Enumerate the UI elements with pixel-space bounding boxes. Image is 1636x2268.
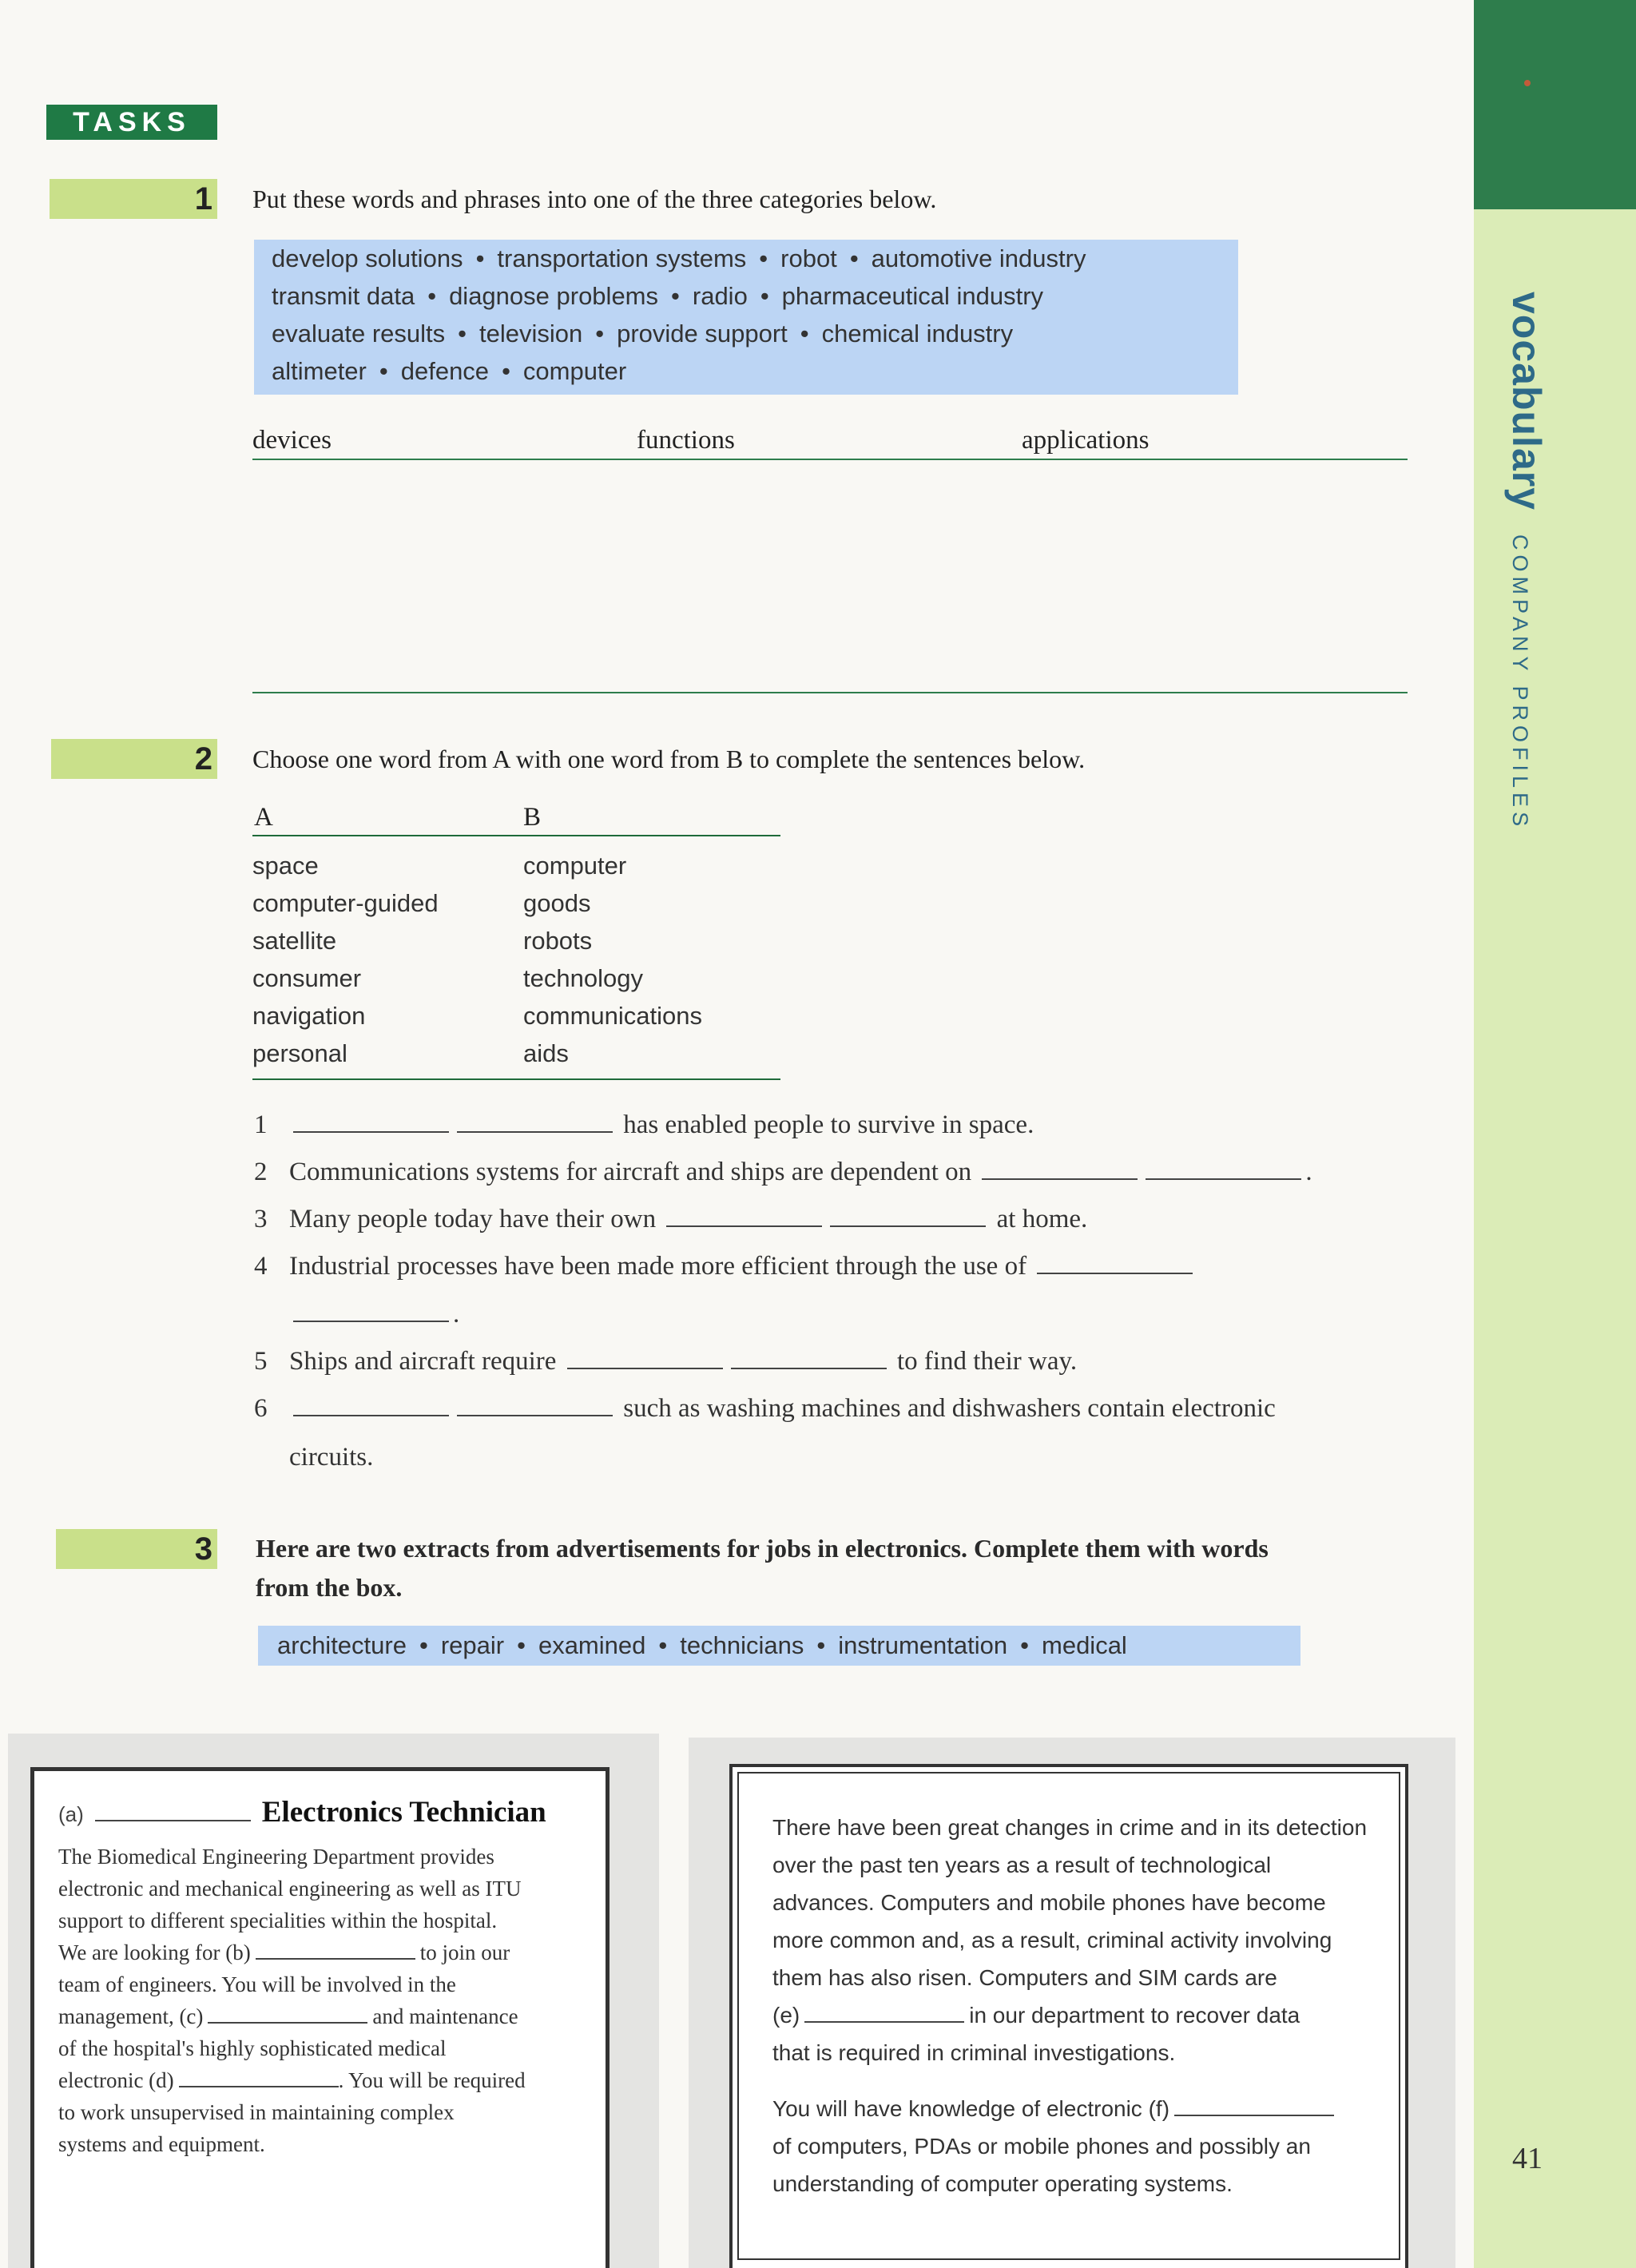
categories-top-rule — [252, 459, 1408, 460]
task-3-instruction: Here are two extracts from advertisements for jobs in electronics. Complete them with words — [256, 1534, 1269, 1563]
column-header-functions: functions — [637, 426, 735, 455]
bullet-icon: • — [849, 244, 859, 272]
section-subtitle: COMPANY PROFILES — [1508, 534, 1532, 832]
task-3-word-box — [258, 1626, 1300, 1666]
ad-line — [772, 1996, 1365, 2034]
word-item: automotive industry — [871, 244, 1086, 272]
section-title — [1503, 292, 1550, 831]
list-item: technology — [523, 964, 643, 992]
section-title-vocabulary: vocabulary — [1504, 292, 1549, 511]
bullet-icon: • — [595, 320, 605, 348]
sentence-text: at home. — [996, 1205, 1088, 1233]
sentence-6-continued — [254, 1443, 373, 1472]
sentence-number: 5 — [254, 1347, 268, 1376]
word-item: transportation systems — [497, 244, 747, 272]
list-item: personal — [252, 1039, 347, 1067]
task-3-instruction-line2: from the box. — [256, 1573, 403, 1602]
column-header-applications: applications — [1022, 426, 1150, 455]
ad-line: advances. Computers and mobile phones have become — [772, 1890, 1326, 1915]
ad-line: that is required in criminal investigations. — [772, 2040, 1176, 2065]
task-2-instruction: Choose one word from A with one word from B to complete the sentences below. — [252, 745, 1086, 773]
column-a-header: A — [254, 803, 273, 832]
answer-blank[interactable] — [1146, 1159, 1301, 1180]
answer-blank[interactable] — [179, 2070, 339, 2087]
ad-title: Electronics Technician — [261, 1796, 546, 1829]
list-item: space — [252, 852, 319, 880]
word-line — [272, 352, 1221, 390]
answer-blank[interactable] — [293, 1396, 449, 1416]
list-item: goods — [523, 889, 591, 917]
answer-blank[interactable] — [95, 1804, 251, 1821]
sentence-number: 3 — [254, 1205, 268, 1233]
bullet-icon: • — [760, 282, 769, 310]
sentence-number: 4 — [254, 1252, 268, 1281]
list-item: computer — [523, 852, 627, 880]
answer-blank[interactable] — [731, 1348, 887, 1369]
sentence-6 — [254, 1394, 1276, 1424]
ad-line: systems and equipment. — [58, 2132, 265, 2156]
ad-line: of the hospital's highly sophisticated medical — [58, 2036, 447, 2060]
bullet-icon: • — [458, 320, 467, 348]
sidebar-header-band — [1474, 0, 1636, 209]
answer-blank[interactable] — [457, 1396, 613, 1416]
ad-line: understanding of computer operating systems. — [772, 2171, 1233, 2196]
answer-blank[interactable] — [1037, 1253, 1193, 1274]
column-a-list — [252, 847, 439, 1072]
answer-blank[interactable] — [666, 1206, 822, 1227]
ad-line — [58, 1936, 582, 1968]
word-item: provide support — [617, 320, 788, 348]
sentence-number: 1 — [254, 1110, 268, 1139]
sentence-number: 6 — [254, 1394, 268, 1423]
ad-text: We are looking for (b) — [58, 1940, 251, 1964]
list-item: robots — [523, 927, 593, 955]
sentence-text: has enabled people to survive in space. — [623, 1110, 1034, 1139]
ad-text: electronic (d) — [58, 2068, 174, 2092]
table-bottom-rule — [252, 1078, 780, 1080]
bullet-icon: • — [502, 357, 510, 385]
tasks-label: TASKS — [46, 105, 217, 140]
bullet-icon: • — [800, 320, 809, 348]
ad-title-row — [58, 1795, 582, 1829]
bullet-icon: • — [759, 244, 768, 272]
answer-blank[interactable] — [293, 1301, 449, 1322]
bullet-icon: • — [475, 244, 485, 272]
ad-line — [58, 2000, 582, 2032]
sentence-5 — [254, 1347, 1077, 1376]
ad-line: There have been great changes in crime and in its detection — [772, 1815, 1368, 1840]
word-item: computer — [522, 357, 627, 385]
bullet-icon: • — [816, 1631, 826, 1659]
answer-blank[interactable] — [830, 1206, 986, 1227]
word-line — [272, 240, 1221, 277]
sentence-text: circuits. — [289, 1443, 374, 1472]
ad-text: in our department to recover data — [969, 2003, 1300, 2028]
sentence-text: to find their way. — [896, 1347, 1078, 1376]
sentence-text: Communications systems for aircraft and ships are dependent on — [289, 1158, 972, 1186]
answer-blank[interactable] — [982, 1159, 1138, 1180]
job-ad-electronics-technician — [30, 1767, 610, 2268]
bullet-icon: • — [379, 357, 388, 385]
task-1-word-box — [254, 240, 1238, 395]
task-1-number: 1 — [50, 179, 217, 219]
ad-line: support to different specialities within the hospital. — [58, 1909, 498, 1932]
bullet-icon: • — [419, 1631, 428, 1659]
ad-line: The Biomedical Engineering Department provides — [58, 1845, 494, 1869]
sentence-text: Industrial processes have been made more efficient through the use of — [289, 1252, 1027, 1281]
word-item: altimeter — [272, 357, 367, 385]
ad-text: to join our — [419, 1940, 510, 1964]
bullet-icon: • — [427, 282, 437, 310]
word-item: chemical industry — [821, 320, 1014, 348]
list-item: navigation — [252, 1002, 366, 1030]
categories-bottom-rule — [252, 692, 1408, 693]
word-item: technicians — [680, 1631, 804, 1659]
ad-body — [772, 1809, 1368, 2202]
list-item: consumer — [252, 964, 362, 992]
ad-text: management, (c) — [58, 2004, 204, 2028]
answer-blank[interactable] — [256, 1942, 415, 1960]
column-b-list — [523, 847, 702, 1072]
bullet-icon: • — [517, 1631, 526, 1659]
sentence-4 — [254, 1252, 1197, 1281]
answer-blank[interactable] — [804, 2005, 964, 2023]
answer-blank[interactable] — [1174, 2099, 1334, 2116]
ad-text: You will have knowledge of electronic (f) — [772, 2096, 1170, 2121]
sentence-text: Ships and aircraft require — [289, 1347, 557, 1376]
word-item: examined — [538, 1631, 646, 1659]
sentence-4-continued — [254, 1300, 459, 1329]
answer-blank[interactable] — [293, 1112, 449, 1133]
word-item: repair — [440, 1631, 505, 1659]
answer-blank[interactable] — [457, 1112, 613, 1133]
word-item: develop solutions — [272, 244, 463, 272]
word-item: pharmaceutical industry — [781, 282, 1044, 310]
word-item: instrumentation — [838, 1631, 1008, 1659]
blank-label: (a) — [58, 1802, 84, 1826]
sentence-text: Many people today have their own — [289, 1205, 657, 1233]
bullet-icon: • — [658, 1631, 668, 1659]
bullet-icon: • — [1020, 1631, 1029, 1659]
word-item: defence — [400, 357, 490, 385]
ad-line: electronic and mechanical engineering as well as ITU — [58, 1877, 522, 1901]
sentence-1 — [254, 1110, 1034, 1140]
word-item: evaluate results — [272, 320, 446, 348]
ad-line: to work unsupervised in maintaining complex — [58, 2100, 455, 2124]
word-item: radio — [692, 282, 748, 310]
ad-body — [58, 1841, 582, 2160]
ad-line: over the past ten years as a result of technological — [772, 1853, 1272, 1877]
word-line — [272, 315, 1221, 352]
sidebar — [1474, 209, 1636, 2268]
column-b-header: B — [523, 803, 542, 832]
ad-line — [58, 2064, 582, 2096]
sentence-text: such as washing machines and dishwashers contain electronic — [623, 1394, 1276, 1423]
sentence-3 — [254, 1205, 1087, 1234]
ad-line: more common and, as a result, criminal activity involving — [772, 1928, 1332, 1952]
word-line — [272, 277, 1221, 315]
task-2-number: 2 — [51, 739, 217, 779]
bullet-icon: • — [671, 282, 680, 310]
page-number: 41 — [1512, 2142, 1543, 2175]
column-header-devices: devices — [252, 426, 332, 455]
ad-line: them has also risen. Computers and SIM cards are — [772, 1965, 1277, 1990]
word-item: television — [478, 320, 583, 348]
word-item: architecture — [277, 1631, 407, 1659]
answer-blank[interactable] — [208, 2006, 367, 2024]
ad-text: . You will be required — [338, 2068, 526, 2092]
job-ad-forensic-electronics — [729, 1764, 1408, 2268]
sentence-2 — [254, 1158, 1312, 1187]
ad-line — [772, 2090, 1365, 2127]
list-item: aids — [523, 1039, 569, 1067]
word-item: transmit data — [272, 282, 415, 310]
ad-text: and maintenance — [372, 2004, 518, 2028]
task-3-number: 3 — [56, 1529, 217, 1569]
ad-text: (e) — [772, 2003, 800, 2028]
word-item: medical — [1042, 1631, 1127, 1659]
list-item: computer-guided — [252, 889, 439, 917]
list-item: communications — [523, 1002, 702, 1030]
sidebar-dot — [1524, 80, 1531, 86]
ad-line: of computers, PDAs or mobile phones and possibly an — [772, 2134, 1311, 2159]
word-item: robot — [780, 244, 837, 272]
ad-line: team of engineers. You will be involved in the — [58, 1972, 456, 1996]
sentence-end: . — [453, 1300, 460, 1329]
word-item: diagnose problems — [449, 282, 659, 310]
sentence-end: . — [1305, 1158, 1312, 1186]
answer-blank[interactable] — [567, 1348, 723, 1369]
task-1-instruction: Put these words and phrases into one of the three categories below. — [252, 185, 937, 213]
list-item: satellite — [252, 927, 337, 955]
table-top-rule — [252, 835, 780, 836]
sentence-number: 2 — [254, 1158, 268, 1186]
